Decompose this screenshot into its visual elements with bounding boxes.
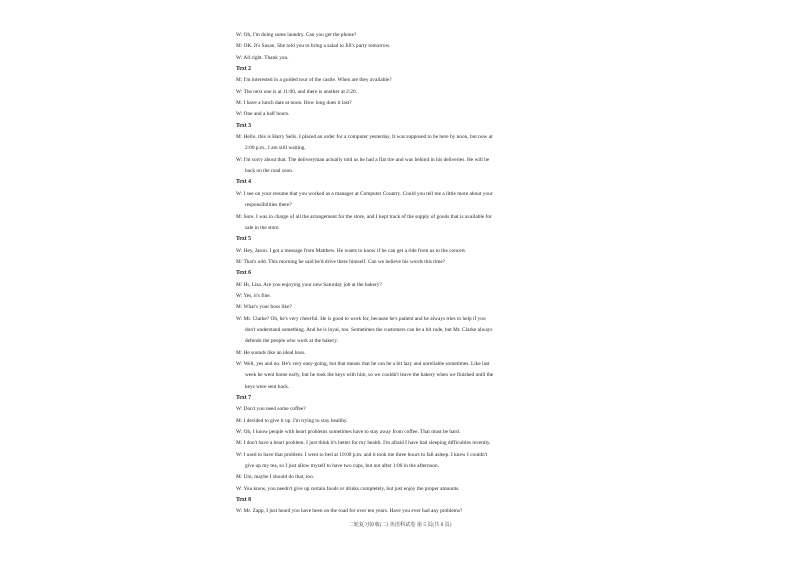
dialogue-continuation: back on the road soon. (245, 168, 294, 175)
dialogue-line: W: Oh, I'm doing some laundry. Can you get the phone? (236, 32, 357, 38)
section-heading: Text 8 (236, 497, 252, 504)
dialogue-line: W: Yes, it's fine. (236, 292, 271, 299)
dialogue-line: W: Mr. Clarke? Oh, he's very cheerful. He is good to work for, because he's patient and he always tries to help if you (236, 315, 486, 322)
dialogue-line: M: I have a lunch date at noon. How long does it last? (236, 100, 352, 107)
dialogue-line: M: Sure. I was in charge of all the arrangement for the store, and I kept track of the supply of goods that is available for (236, 213, 492, 220)
page-footer: 二轮复习验收(二) 英语科试卷 第 5 页(共 8 页) (348, 522, 452, 528)
dialogue-line: M: Hi, Lisa. Are you enjoying your new Saturday job at the bakery? (236, 281, 382, 288)
dialogue-line: M: Um, maybe I should do that, too. (236, 474, 315, 481)
dialogue-line: W: All right. Thank you. (236, 54, 289, 61)
section-heading: Text 4 (236, 179, 252, 186)
dialogue-continuation: 2:00 p.m., I am still waiting. (245, 145, 306, 152)
dialogue-continuation: keys were sent back. (245, 383, 290, 390)
dialogue-line: M: OK. It's Susan. She told you to bring a salad to Jill's party tomorrow. (236, 43, 391, 50)
section-heading: Text 6 (236, 270, 252, 277)
section-heading: Text 2 (236, 66, 252, 73)
dialogue-line: W: One and a half hours. (236, 111, 290, 118)
dialogue-continuation: don't understand something. And he is loyal, too. Sometimes the customers can be a bit rude, but Mr. Clarke always (245, 326, 493, 333)
dialogue-line: M: He sounds like an ideal boss. (236, 349, 306, 356)
dialogue-line: W: You know, you needn't give up certain foods or drinks completely, but just enjoy the proper amounts. (236, 485, 460, 492)
dialogue-line: M: I decided to give it up. I'm trying to stay healthy. (236, 417, 348, 424)
dialogue-continuation: responsibilities there? (245, 202, 292, 209)
transcript-body (236, 30, 570, 518)
dialogue-continuation: week he went home early, but he took the keys with him, so we couldn't leave the bakery when we finished until the (245, 372, 494, 379)
dialogue-line: M: What's your boss like? (236, 304, 292, 311)
dialogue-line: W: Well, yes and no. He's very easy-going, but that means that he can be a bit lazy and unreliable sometimes. Like last (236, 360, 490, 367)
section-heading: Text 5 (236, 236, 252, 243)
dialogue-line: M: I'm interested in a guided tour of the castle. When are they available? (236, 77, 392, 84)
dialogue-continuation: sale in the store. (245, 224, 280, 231)
dialogue-continuation: defends the people who work at the bakery. (245, 338, 338, 345)
dialogue-line: W: I used to have that problem. I went to bed at 10:00 p.m. and it took me three hours to fall asleep. I knew I couldn't (236, 451, 488, 458)
dialogue-line: W: Hey, Jason. I got a message from Matthew. He wants to know if he can get a ride from us to the concert. (236, 247, 467, 254)
dialogue-line: W: Oh, I know people with heart problems sometimes have to stay away from coffee. That must be hard. (236, 429, 461, 436)
dialogue-line: W: Don't you need some coffee? (236, 406, 306, 413)
dialogue-line: W: I see on your resume that you worked as a manager at Computer Country. Could you tell me a little more about your (236, 190, 493, 197)
dialogue-line: M: Hello, this is Harry Sells. I placed an order for a computer yesterday. It was supposed to be here by noon, but now at (236, 134, 493, 141)
section-heading: Text 7 (236, 395, 252, 401)
dialogue-line: M: That's odd. This morning he said he'd drive there himself. Can we believe his words this time? (236, 258, 446, 265)
dialogue-line: W: Mr. Zapp, I just heard you have been on the road for over ten years. Have you ever had any problems? (236, 508, 463, 515)
dialogue-continuation: give up my tea, so I just allow myself to have two cups, but not after 1:00 in the afternoon. (245, 463, 439, 470)
dialogue-line: W: I'm sorry about that. The deliveryman actually told us he had a flat tire and was behind in his deliveries. He will be (236, 156, 490, 163)
section-heading: Text 3 (236, 122, 252, 129)
dialogue-line: M: I don't have a heart problem. I just think it's better for my health. I'm afraid I have had sleeping difficulties recently. (236, 440, 491, 447)
dialogue-line: W: The next one is at 11:00, and there is another at 2:20. (236, 88, 357, 95)
